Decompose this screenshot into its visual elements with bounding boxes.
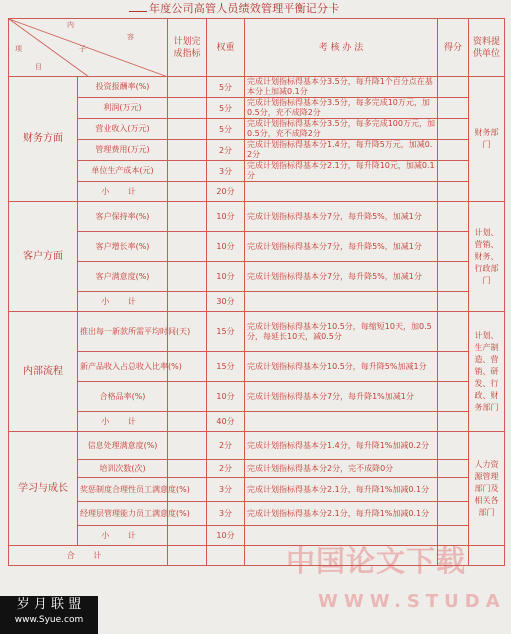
plan-cell bbox=[168, 232, 207, 262]
subtotal-row bbox=[9, 292, 505, 312]
category-label: 内部流程 bbox=[23, 365, 63, 377]
weight-cell: 2分 bbox=[207, 140, 245, 161]
subtotal-plan bbox=[168, 182, 207, 202]
indicator-cell bbox=[78, 460, 168, 478]
score-cell bbox=[438, 352, 469, 382]
indicator-cell bbox=[78, 312, 191, 352]
table-row bbox=[9, 432, 505, 460]
indicator-label: 合格品率(%) bbox=[99, 391, 146, 401]
score-cell bbox=[438, 460, 469, 478]
indicator-label: 客户增长率(%) bbox=[95, 241, 150, 251]
subtotal-label: 小 计 bbox=[78, 526, 168, 546]
method-cell: 完成计划指标得基本分10.5分，每缩短10天，加0.5分，每延长10天，减0.5分 bbox=[245, 312, 438, 352]
diagonal-lines bbox=[9, 19, 168, 77]
indicator-label: 经理层管理能力员工满意度(%) bbox=[80, 508, 190, 518]
plan-cell bbox=[168, 98, 207, 119]
plan-cell bbox=[168, 382, 207, 412]
subtotal-plan bbox=[168, 412, 207, 432]
weight-cell: 2分 bbox=[207, 460, 245, 478]
subtotal-method bbox=[245, 412, 438, 432]
indicator-cell bbox=[78, 161, 168, 182]
score-cell bbox=[438, 202, 469, 232]
score-cell bbox=[438, 382, 469, 412]
score-cell bbox=[438, 432, 469, 460]
method-cell: 完成计划指标得基本分3.5分，每升降1个百分点在基本分上加减0.1分 bbox=[245, 77, 438, 98]
table-row bbox=[9, 98, 505, 119]
weight-cell: 10分 bbox=[207, 382, 245, 412]
method-cell: 完成计划指标得基本分1.4分，每升降1%加减0.2分 bbox=[245, 432, 438, 460]
provider-cell: 计划、营销、财务、行政部门 bbox=[469, 202, 505, 312]
method-cell: 完成计划指标得基本分7分，每升降5%，加减1分 bbox=[245, 202, 438, 232]
plan-cell bbox=[168, 77, 207, 98]
score-cell bbox=[438, 77, 469, 98]
plan-cell bbox=[168, 161, 207, 182]
logo-url: www.Syue.com bbox=[14, 615, 84, 625]
indicator-cell bbox=[78, 262, 168, 292]
subtotal-score bbox=[438, 182, 469, 202]
weight-cell: 3分 bbox=[207, 161, 245, 182]
subtotal-method bbox=[245, 526, 438, 546]
subtotal-row bbox=[9, 182, 505, 202]
weight-cell: 15分 bbox=[207, 312, 245, 352]
indicator-label: 利润(万元) bbox=[103, 103, 142, 112]
subtotal-weight: 20分 bbox=[207, 182, 245, 202]
logo-text: 岁 月 联 盟 bbox=[16, 597, 82, 612]
indicator-cell bbox=[78, 232, 168, 262]
table-row bbox=[9, 382, 505, 412]
diag-label: 容 bbox=[127, 33, 134, 41]
total-plan bbox=[168, 546, 207, 566]
indicator-label: 单位生产成本(元) bbox=[91, 166, 154, 175]
subtotal-method bbox=[245, 292, 438, 312]
subtotal-row bbox=[9, 526, 505, 546]
method-cell: 完成计划指标得基本分2.1分，每升降1%加减0.1分 bbox=[245, 478, 438, 502]
score-cell bbox=[438, 478, 469, 502]
weight-cell: 2分 bbox=[207, 432, 245, 460]
table-row bbox=[9, 202, 505, 232]
indicator-label: 推出每一新款所需平均时间(天) bbox=[80, 326, 191, 336]
table-row bbox=[9, 460, 505, 478]
score-cell bbox=[438, 232, 469, 262]
method-cell: 完成计划指标得基本分2.1分，每升降10元，加减0.1分 bbox=[245, 161, 438, 182]
indicator-cell bbox=[78, 140, 168, 161]
indicator-cell bbox=[78, 432, 168, 460]
indicator-label: 客户满意度(%) bbox=[95, 271, 150, 281]
table-row bbox=[9, 119, 505, 140]
method-cell: 完成计划指标得基本分2分，完不成降0分 bbox=[245, 460, 438, 478]
method-cell: 完成计划指标得基本分3.5分，每多完成10万元，加0.5分，充不成降2分 bbox=[245, 98, 438, 119]
category-cell bbox=[9, 77, 78, 202]
indicator-label: 新产品收入占总收入比率(%) bbox=[80, 361, 182, 371]
plan-cell bbox=[168, 460, 207, 478]
category-cell bbox=[9, 432, 78, 546]
provider-cell: 计划、生产制造、营销、研发、行政、财务部门 bbox=[469, 312, 505, 432]
method-cell: 完成计划指标得基本分3.5分，每多完成100万元，加0.5分，充不成降2分 bbox=[245, 119, 438, 140]
table-row bbox=[9, 161, 505, 182]
weight-cell: 15分 bbox=[207, 352, 245, 382]
indicator-label: 投资报酬率(%) bbox=[95, 82, 150, 91]
indicator-cell bbox=[78, 382, 168, 412]
plan-cell bbox=[168, 432, 207, 460]
score-cell bbox=[438, 140, 469, 161]
page-title: 年度公司高管人员绩效管理平衡记分卡 bbox=[149, 2, 340, 15]
table-row bbox=[9, 232, 505, 262]
header-provider: 资料提供单位 bbox=[469, 19, 505, 77]
subtotal-plan bbox=[168, 526, 207, 546]
score-cell bbox=[438, 312, 469, 352]
indicator-label: 客户保持率(%) bbox=[95, 211, 150, 221]
subtotal-weight: 40分 bbox=[207, 412, 245, 432]
score-cell bbox=[438, 161, 469, 182]
score-cell bbox=[438, 262, 469, 292]
plan-cell bbox=[168, 140, 207, 161]
method-cell: 完成计划指标得基本分7分，每升降1%加减1分 bbox=[245, 382, 438, 412]
subtotal-score bbox=[438, 412, 469, 432]
category-label: 财务方面 bbox=[23, 133, 63, 144]
score-cell bbox=[438, 502, 469, 526]
provider-cell: 人力资源管理部门及相关各部门 bbox=[469, 432, 505, 546]
header-weight: 权重 bbox=[207, 19, 245, 77]
watermark-logo bbox=[0, 596, 98, 634]
weight-cell: 10分 bbox=[207, 202, 245, 232]
subtotal-plan bbox=[168, 292, 207, 312]
indicator-label: 管理费用(万元) bbox=[95, 145, 150, 154]
diagonal-header bbox=[9, 19, 168, 77]
watermark-text: 中国论文下载 bbox=[286, 544, 467, 578]
indicator-cell bbox=[78, 98, 168, 119]
indicator-label: 奖惩制度合理性员工满意度(%) bbox=[80, 484, 190, 494]
diag-label: 项 bbox=[15, 45, 22, 53]
total-label: 合 计 bbox=[9, 546, 168, 566]
header-method: 考 核 办 法 bbox=[245, 19, 438, 77]
weight-cell: 5分 bbox=[207, 119, 245, 140]
title-rule bbox=[129, 11, 147, 12]
weight-cell: 10分 bbox=[207, 262, 245, 292]
table-row bbox=[9, 312, 505, 352]
table-row bbox=[9, 478, 505, 502]
watermark-url: WWW.STUDA bbox=[318, 591, 506, 612]
diag-label: 子 bbox=[79, 45, 86, 53]
provider-cell: 财务部门 bbox=[469, 77, 505, 202]
method-cell: 完成计划指标得基本分1.4分，每升降5万元，加减0.2分 bbox=[245, 140, 438, 161]
category-label: 客户方面 bbox=[23, 250, 63, 262]
indicator-cell bbox=[78, 478, 190, 502]
category-label: 学习与成长 bbox=[18, 482, 68, 494]
table-row bbox=[9, 262, 505, 292]
diag-label: 目 bbox=[35, 63, 42, 71]
table-row bbox=[9, 502, 505, 526]
method-cell: 完成计划指标得基本分7分，每升降5%，加减1分 bbox=[245, 232, 438, 262]
weight-cell: 3分 bbox=[207, 478, 245, 502]
indicator-label: 培训次数(次) bbox=[99, 463, 146, 473]
total-provider bbox=[469, 546, 505, 566]
subtotal-label: 小 计 bbox=[78, 412, 168, 432]
method-cell: 完成计划指标得基本分7分，每升降5%，加减1分 bbox=[245, 262, 438, 292]
subtotal-score bbox=[438, 526, 469, 546]
subtotal-weight: 10分 bbox=[207, 526, 245, 546]
score-cell bbox=[438, 98, 469, 119]
indicator-cell bbox=[78, 77, 168, 98]
weight-cell: 5分 bbox=[207, 77, 245, 98]
subtotal-score bbox=[438, 292, 469, 312]
score-cell bbox=[438, 119, 469, 140]
subtotal-weight: 30分 bbox=[207, 292, 245, 312]
indicator-label: 营业收入(万元) bbox=[95, 124, 150, 133]
indicator-cell bbox=[78, 502, 190, 526]
header-plan: 计划完成指标 bbox=[168, 19, 207, 77]
weight-cell: 10分 bbox=[207, 232, 245, 262]
weight-cell: 5分 bbox=[207, 98, 245, 119]
table-row bbox=[9, 352, 505, 382]
indicator-cell bbox=[78, 119, 168, 140]
method-cell: 完成计划指标得基本分10.5分，每升降5%加减1分 bbox=[245, 352, 438, 382]
method-cell: 完成计划指标得基本分2.1分，每升降1%加减0.1分 bbox=[245, 502, 438, 526]
plan-cell bbox=[168, 262, 207, 292]
scorecard-table bbox=[8, 18, 505, 566]
total-weight bbox=[207, 546, 245, 566]
subtotal-label: 小 计 bbox=[78, 182, 168, 202]
diag-label: 内 bbox=[67, 21, 74, 29]
header-row bbox=[9, 19, 505, 77]
subtotal-row bbox=[9, 412, 505, 432]
plan-cell bbox=[168, 119, 207, 140]
subtotal-label: 小 计 bbox=[78, 292, 168, 312]
table-row bbox=[9, 140, 505, 161]
table-row bbox=[9, 77, 505, 98]
category-cell bbox=[9, 202, 78, 312]
category-cell bbox=[9, 312, 78, 432]
subtotal-method bbox=[245, 182, 438, 202]
weight-cell: 3分 bbox=[207, 502, 245, 526]
plan-cell bbox=[168, 202, 207, 232]
indicator-cell bbox=[78, 352, 182, 382]
header-score: 得分 bbox=[438, 19, 469, 77]
indicator-label: 信息处理满意度(%) bbox=[87, 440, 158, 450]
indicator-cell bbox=[78, 202, 168, 232]
